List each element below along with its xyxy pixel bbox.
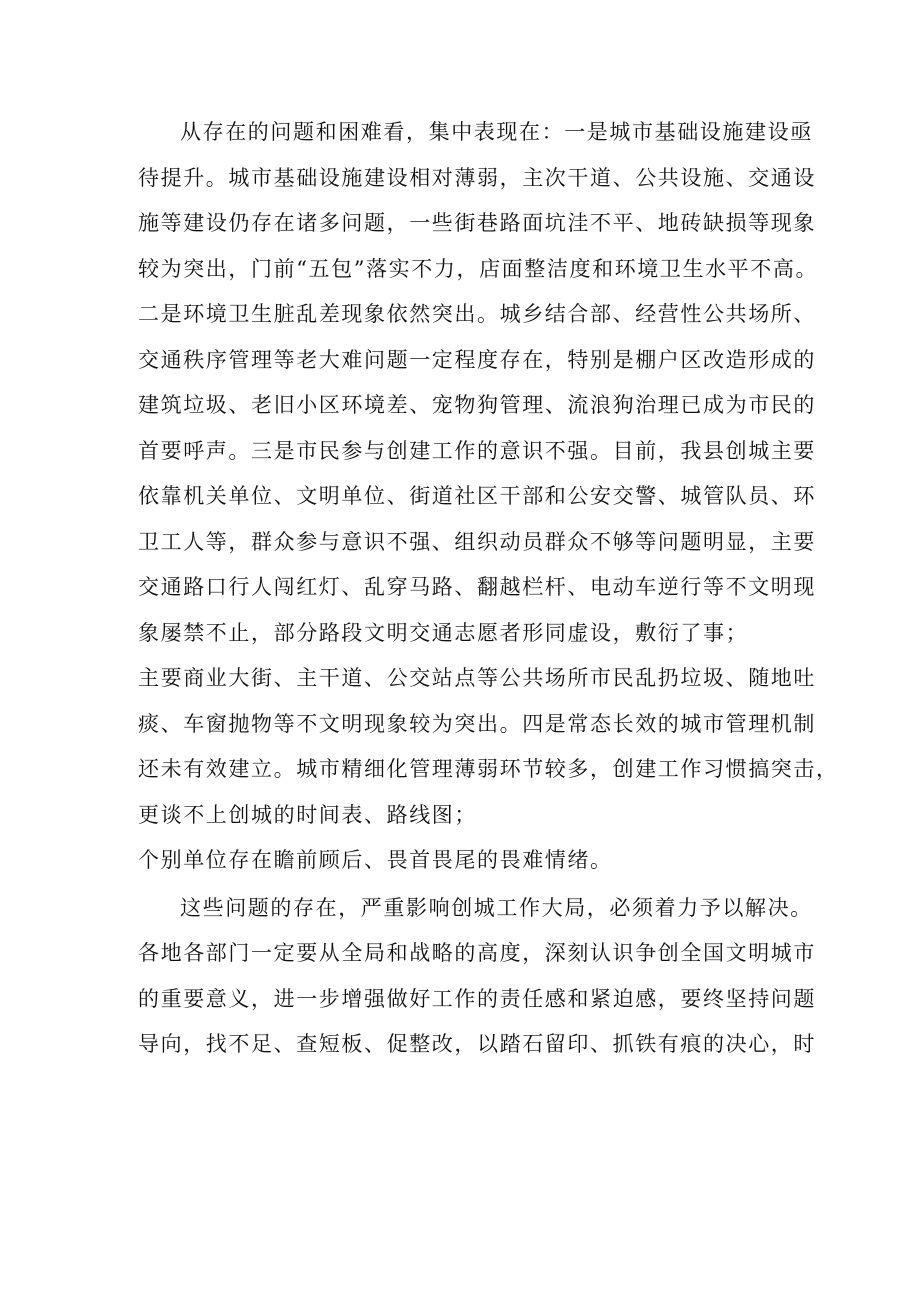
paragraph-line: 导向，找不足、查短板、促整改，以踏石留印、抓铁有痕的决心，时 [138,1032,816,1056]
paragraph-line: 个别单位存在瞻前顾后、畏首畏尾的畏难情绪。 [138,848,613,872]
paragraph-line: 较为突出，门前“五包”落实不力，店面整洁度和环境卫生水平不高。 [138,256,819,281]
paragraph-line: 还未有效建立。城市精细化管理薄弱环节较多，创建工作习惯搞突击， [138,757,839,781]
paragraph-line: 待提升。城市基础设施建设相对薄弱，主次干道、公共设施、交通设 [138,165,816,190]
paragraph-line: 二是环境卫生脏乱差现象依然突出。城乡结合部、经营性公共场所、 [138,302,816,326]
paragraph-line: 各地各部门一定要从全局和战略的高度，深刻认识争创全国文明城市 [138,941,816,965]
paragraph-line: 交通秩序管理等老大难问题一定程度存在，特别是棚户区改造形成的 [138,347,816,372]
paragraph-line: 施等建设仍存在诸多问题，一些街巷路面坑洼不平、地砖缺损等现象 [138,211,816,235]
paragraph-line: 象屡禁不止，部分路段文明交通志愿者形同虚设，敷衍了事； [138,620,749,645]
paragraph-line: 痰、车窗抛物等不文明现象较为突出。四是常态长效的城市管理机制 [138,711,816,736]
paragraph-line: 建筑垃圾、老旧小区环境差、宠物狗管理、流浪狗治理已成为市民的 [138,393,816,417]
paragraph-line: 更谈不上创城的时间表、路线图； [138,802,477,827]
paragraph-line: 卫工人等，群众参与意识不强、组织动员群众不够等问题明显，主要 [138,529,816,554]
paragraph-line: 主要商业大街、主干道、公交站点等公共场所市民乱扔垃圾、随地吐 [138,666,816,690]
paragraph-line: 交通路口行人闯红灯、乱穿马路、翻越栏杆、电动车逆行等不文明现 [138,575,816,599]
paragraph-line: 依靠机关单位、文明单位、街道社区干部和公安交警、城管队员、环 [138,484,816,508]
paragraph-line: 首要呼声。三是市民参与创建工作的意识不强。目前，我县创城主要 [138,438,816,463]
paragraph-line: 从存在的问题和困难看，集中表现在：一是城市基础设施建设亟 [180,120,813,144]
paragraph-line: 这些问题的存在，严重影响创城工作大局，必须着力予以解决。 [180,895,813,920]
body-text [138,110,839,1068]
paragraph-line: 的重要意义，进一步增强做好工作的责任感和紧迫感，要终坚持问题 [138,986,816,1011]
